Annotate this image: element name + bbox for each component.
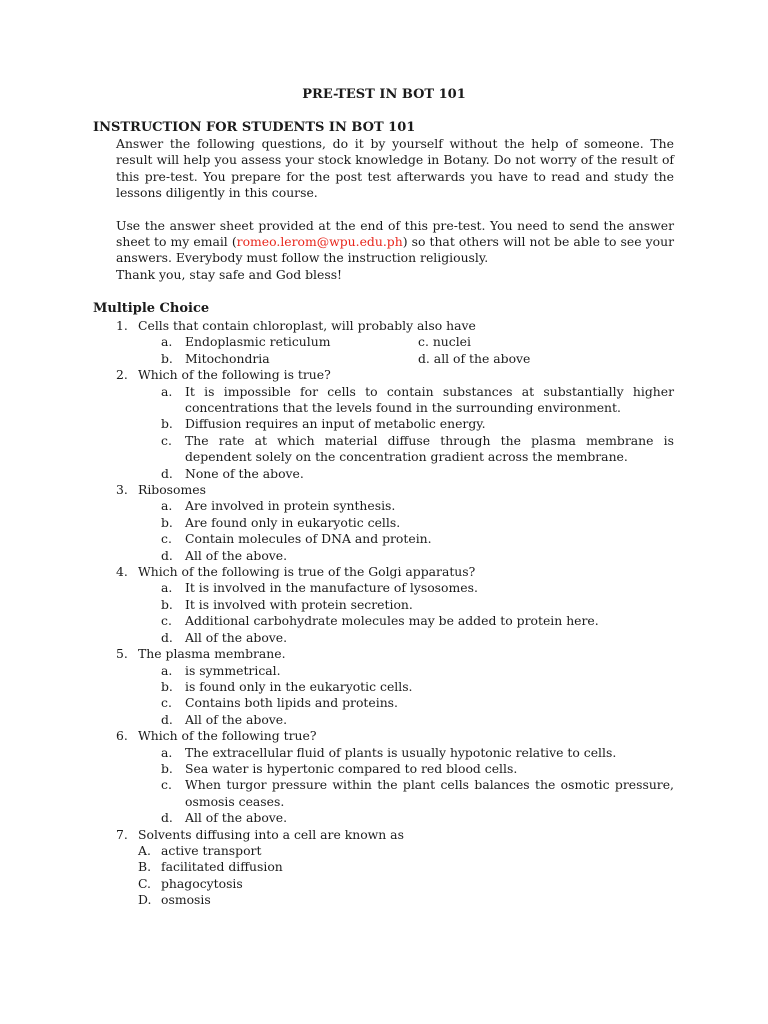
- option-text: Diffusion requires an input of metabolic energy.: [185, 416, 486, 432]
- option-letter: C.: [138, 875, 151, 891]
- option: [93, 876, 674, 892]
- option: [93, 777, 674, 810]
- option-letter: a.: [161, 383, 173, 399]
- question-text: Which of the following true?: [138, 728, 317, 744]
- option-letter: B.: [138, 859, 152, 875]
- option-letter: a.: [161, 744, 173, 760]
- option-text: is found only in the eukaryotic cells.: [185, 678, 413, 694]
- question-number: 3.: [116, 482, 128, 498]
- page-title: PRE-TEST IN BOT 101: [302, 87, 466, 102]
- question-3: [93, 482, 674, 564]
- option-text: is symmetrical.: [185, 662, 281, 678]
- section-heading: Multiple Choice: [93, 301, 210, 316]
- option: [93, 859, 674, 875]
- instructions-paragraph-1: Answer the following questions, do it by yourself without the help of someone. The result will help you assess your stock knowledge in Botany. Do not worry of the result of this pre-test. You prepare for the post test afterwards you have to read and study the lessons diligently in this course.: [116, 136, 674, 201]
- question-number: 7.: [116, 826, 128, 842]
- instructions-heading: INSTRUCTION FOR STUDENTS IN BOT 101: [93, 120, 416, 135]
- question-1: [93, 318, 674, 367]
- question-text: Solvents diffusing into a cell are known as: [138, 826, 404, 842]
- question-6: [93, 728, 674, 826]
- option: [93, 745, 674, 761]
- question-number: 6.: [116, 728, 128, 744]
- option-text: All of the above.: [185, 629, 288, 645]
- option-text: Contains both lipids and proteins.: [185, 695, 398, 711]
- option-letter: c.: [161, 777, 172, 793]
- option: [93, 810, 674, 826]
- option-text: Mitochondria: [185, 350, 270, 366]
- question-number: 5.: [116, 646, 128, 662]
- question-number: 4.: [116, 564, 128, 580]
- question-4: [93, 564, 674, 646]
- option: [93, 695, 674, 711]
- question-list: [93, 318, 674, 909]
- option-letter: b.: [161, 760, 173, 776]
- option-text: Additional carbohydrate molecules may be added to protein here.: [185, 613, 599, 629]
- option: [93, 531, 674, 547]
- instructions-paragraph-2-end: ) so that others will not be able to see your answers. Everybody must follow the instruction religiously.: [116, 234, 674, 266]
- option-letter: b.: [161, 596, 173, 612]
- option: [93, 515, 674, 531]
- question-text: Ribosomes: [138, 482, 206, 498]
- option-row: [93, 334, 674, 350]
- option-text: osmosis: [161, 892, 211, 908]
- option-text: The rate at which material diffuse through the plasma membrane is dependent solely on the concentration gradient across the membrane.: [185, 432, 674, 465]
- option-letter: a.: [161, 662, 173, 678]
- option-text: It is involved with protein secretion.: [185, 596, 413, 612]
- option: [93, 663, 674, 679]
- option-letter: a.: [161, 580, 173, 596]
- option: [93, 548, 674, 564]
- option-text: Are found only in eukaryotic cells.: [185, 514, 401, 530]
- question-7: [93, 827, 674, 909]
- option-text: Sea water is hypertonic compared to red blood cells.: [185, 760, 518, 776]
- option: [93, 761, 674, 777]
- option-letter: c.: [161, 613, 172, 629]
- question-text: Which of the following is true?: [138, 367, 331, 383]
- option-letter: a.: [161, 498, 173, 514]
- question-number: 2.: [116, 367, 128, 383]
- option-letter: b.: [161, 416, 173, 432]
- option: [93, 613, 674, 629]
- option-text: Endoplasmic reticulum: [185, 334, 331, 350]
- option-letter: c.: [161, 531, 172, 547]
- option: [93, 416, 674, 432]
- option-letter: b.: [161, 514, 173, 530]
- option-letter: a.: [161, 334, 173, 350]
- option: [93, 679, 674, 695]
- option-text: facilitated diffusion: [161, 859, 283, 875]
- instructions-body: [116, 136, 674, 283]
- option-letter: c.: [161, 432, 172, 448]
- option-text: d. all of the above: [418, 350, 531, 366]
- option: [93, 498, 674, 514]
- option-text: None of the above.: [185, 465, 304, 481]
- question-text: Which of the following is true of the Golgi apparatus?: [138, 564, 476, 580]
- option-text: c. nuclei: [418, 334, 471, 350]
- option-text: phagocytosis: [161, 875, 243, 891]
- question-number: 1.: [116, 318, 128, 333]
- option: [93, 892, 674, 908]
- option-letter: b.: [161, 350, 173, 366]
- option-letter: A.: [138, 842, 151, 858]
- option-text: It is impossible for cells to contain substances at substantially higher concentrations that the levels found in the surrounding environment.: [185, 383, 674, 415]
- instructions-paragraph-2: [116, 218, 674, 267]
- option: [93, 580, 674, 596]
- option: [93, 433, 674, 466]
- option-letter: d.: [161, 629, 173, 645]
- question-2: [93, 367, 674, 482]
- question-5: [93, 646, 674, 728]
- instructions-paragraph-2-start: Use the answer sheet provided at the end of this pre-test. You need to send the answer sheet to my email (: [116, 217, 674, 250]
- question-text: The plasma membrane.: [138, 646, 286, 662]
- option-text: The extracellular fluid of plants is usually hypotonic relative to cells.: [185, 744, 617, 760]
- option-letter: b.: [161, 678, 173, 694]
- option-text: It is involved in the manufacture of lysosomes.: [185, 580, 478, 596]
- option-text: active transport: [161, 842, 262, 858]
- option: [93, 384, 674, 417]
- option-letter: d.: [161, 465, 173, 481]
- option: [93, 466, 674, 482]
- question-text: Cells that contain chloroplast, will probably also have: [138, 318, 476, 333]
- option-text: Contain molecules of DNA and protein.: [185, 531, 432, 547]
- option-text: All of the above.: [185, 711, 288, 727]
- option-letter: d.: [161, 547, 173, 563]
- option-letter: c.: [161, 695, 172, 711]
- option: [93, 843, 674, 859]
- option: [93, 712, 674, 728]
- option-text: Are involved in protein synthesis.: [185, 498, 396, 514]
- option-text: All of the above.: [185, 547, 288, 563]
- option-row: [93, 351, 674, 367]
- option-text: All of the above.: [185, 810, 288, 826]
- option-text: When turgor pressure within the plant cells balances the osmotic pressure, osmosis ceases.: [185, 777, 674, 809]
- option: [93, 630, 674, 646]
- option-letter: D.: [138, 892, 152, 908]
- option-letter: d.: [161, 810, 173, 826]
- email-address: romeo.lerom@wpu.edu.ph: [236, 234, 403, 250]
- closing-line: Thank you, stay safe and God bless!: [116, 266, 343, 282]
- option: [93, 597, 674, 613]
- option-letter: d.: [161, 711, 173, 727]
